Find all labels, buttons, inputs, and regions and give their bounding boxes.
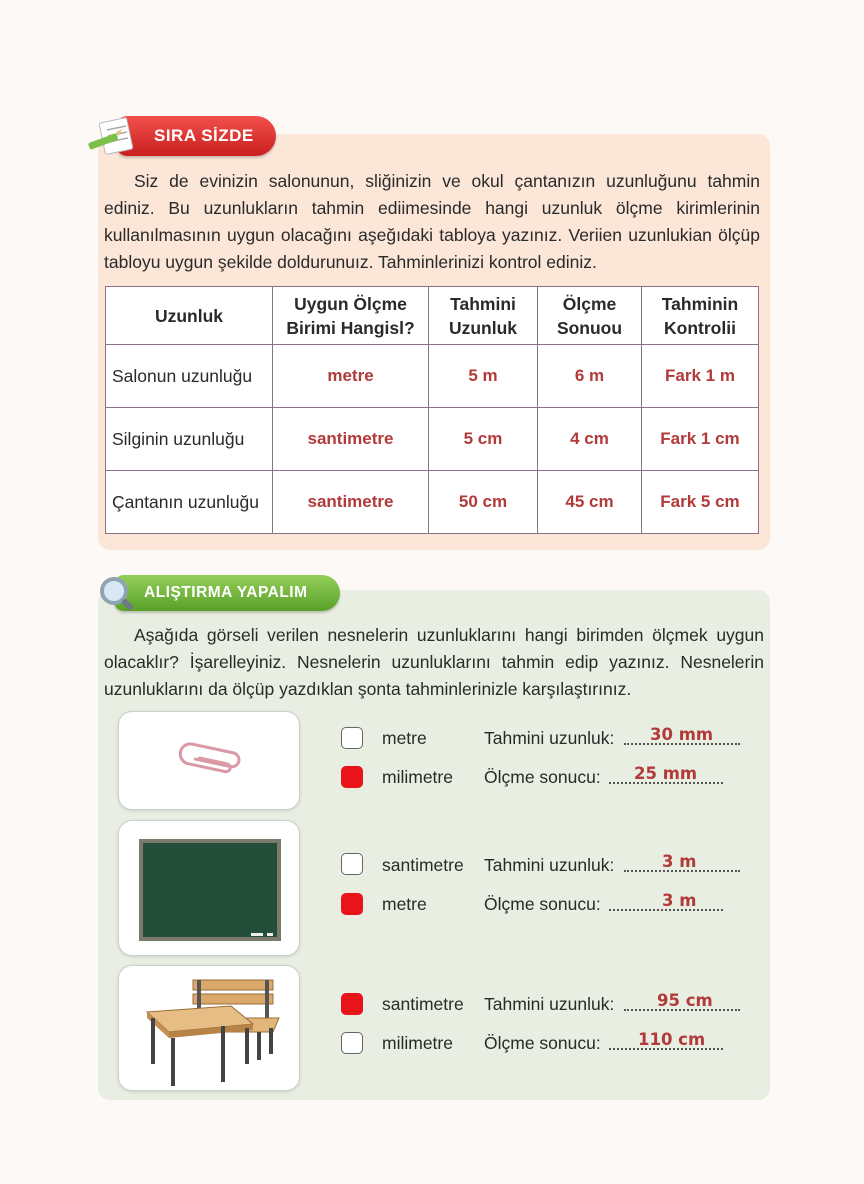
answer-estimate: 50 cm (429, 471, 538, 534)
alistirma-yapalim-badge (96, 572, 340, 614)
badge-label: SIRA SİZDE (116, 116, 276, 156)
answer-check: Fark 5 cm (642, 471, 759, 534)
answer-unit: santimetre (273, 471, 429, 534)
header-measured: Ölçme Sonuou (538, 287, 642, 345)
notebook-pencil-icon (88, 116, 138, 156)
option-checkbox-checked[interactable] (341, 993, 363, 1015)
paperclip-card (118, 711, 300, 810)
option-label: santimetre (382, 854, 464, 875)
option-label: milimetre (382, 766, 453, 787)
table-row (106, 471, 759, 534)
badge-label: ALIŞTIRMA YAPALIM (114, 575, 340, 611)
measure-answer: 110 cm (638, 1030, 706, 1049)
option-checkbox[interactable] (341, 853, 363, 875)
measure-label: Ölçme sonucu: (484, 766, 601, 787)
option-checkbox-checked[interactable] (341, 893, 363, 915)
estimate-answer: 95 cm (657, 991, 713, 1010)
estimate-answer: 30 mm (650, 725, 714, 744)
measure-answer: 25 mm (634, 764, 698, 783)
option-checkbox-checked[interactable] (341, 766, 363, 788)
table-header-row (106, 287, 759, 345)
answer-estimate: 5 cm (429, 408, 538, 471)
option-label: santimetre (382, 993, 464, 1014)
option-label: milimetre (382, 1032, 453, 1053)
answer-estimate: 5 m (429, 345, 538, 408)
option-checkbox[interactable] (341, 727, 363, 749)
measure-label: Ölçme sonucu: (484, 1032, 601, 1053)
table-row (106, 408, 759, 471)
header-check: Tahminin Kontrolii (642, 287, 759, 345)
chalkboard-card (118, 820, 300, 956)
answer-unit: metre (273, 345, 429, 408)
answer-measured: 6 m (538, 345, 642, 408)
row-label: Silginin uzunluğu (106, 408, 273, 471)
answer-unit: santimetre (273, 408, 429, 471)
measurement-table (105, 286, 759, 534)
estimate-label: Tahmini uzunluk: (484, 727, 615, 748)
measure-answer: 3 m (662, 891, 697, 910)
header-uzunluk: Uzunluk (106, 287, 273, 345)
row-label: Salonun uzunluğu (106, 345, 273, 408)
estimate-label: Tahmini uzunluk: (484, 993, 615, 1014)
table-row (106, 345, 759, 408)
answer-check: Fark 1 cm (642, 408, 759, 471)
paperclip-icon (119, 712, 301, 811)
row-label: Çantanın uzunluğu (106, 471, 273, 534)
section1-instructions: Siz de evinizin salonunun, sliğinizin ve okul çantanızın uzunluğunu tahmin ediniz. Bu uzunlukların tahmin ediimesinde hangi uzunluk ölçme kirimlerinin kullanılmasının uygun olacağını aşeğıdaki tabloya yazınız. Veriien uzunlukian ölçüp tabloyu uygun şekilde doldurunuız. Tahminlerinizi kontrol ediniz. (104, 171, 760, 272)
option-checkbox[interactable] (341, 1032, 363, 1054)
option-label: metre (382, 893, 427, 914)
answer-measured: 45 cm (538, 471, 642, 534)
magnifier-icon (96, 574, 136, 614)
header-unit: Uygun Ölçme Birimi Hangisl? (273, 287, 429, 345)
sira-sizde-badge (88, 110, 276, 162)
desk-card (118, 965, 300, 1091)
measure-label: Ölçme sonucu: (484, 893, 601, 914)
header-estimate: Tahmini Uzunluk (429, 287, 538, 345)
answer-check: Fark 1 m (642, 345, 759, 408)
school-desk-icon (119, 966, 301, 1092)
estimate-label: Tahmini uzunluk: (484, 854, 615, 875)
estimate-answer: 3 m (662, 852, 697, 871)
option-label: metre (382, 727, 427, 748)
section2-instructions: Aşağıda görseli verilen nesnelerin uzunluklarını hangi birimden ölçmek uygun olacaklır? İşarelleyiniz. Nesnelerin uzunluklarını tahmin edip yazınız. Nesnelerin uzunluklarını da ölçüp yazdıklan şonta tahminlerinizle karşılaştırınız. (104, 625, 764, 699)
chalkboard-icon (119, 821, 301, 957)
answer-measured: 4 cm (538, 408, 642, 471)
